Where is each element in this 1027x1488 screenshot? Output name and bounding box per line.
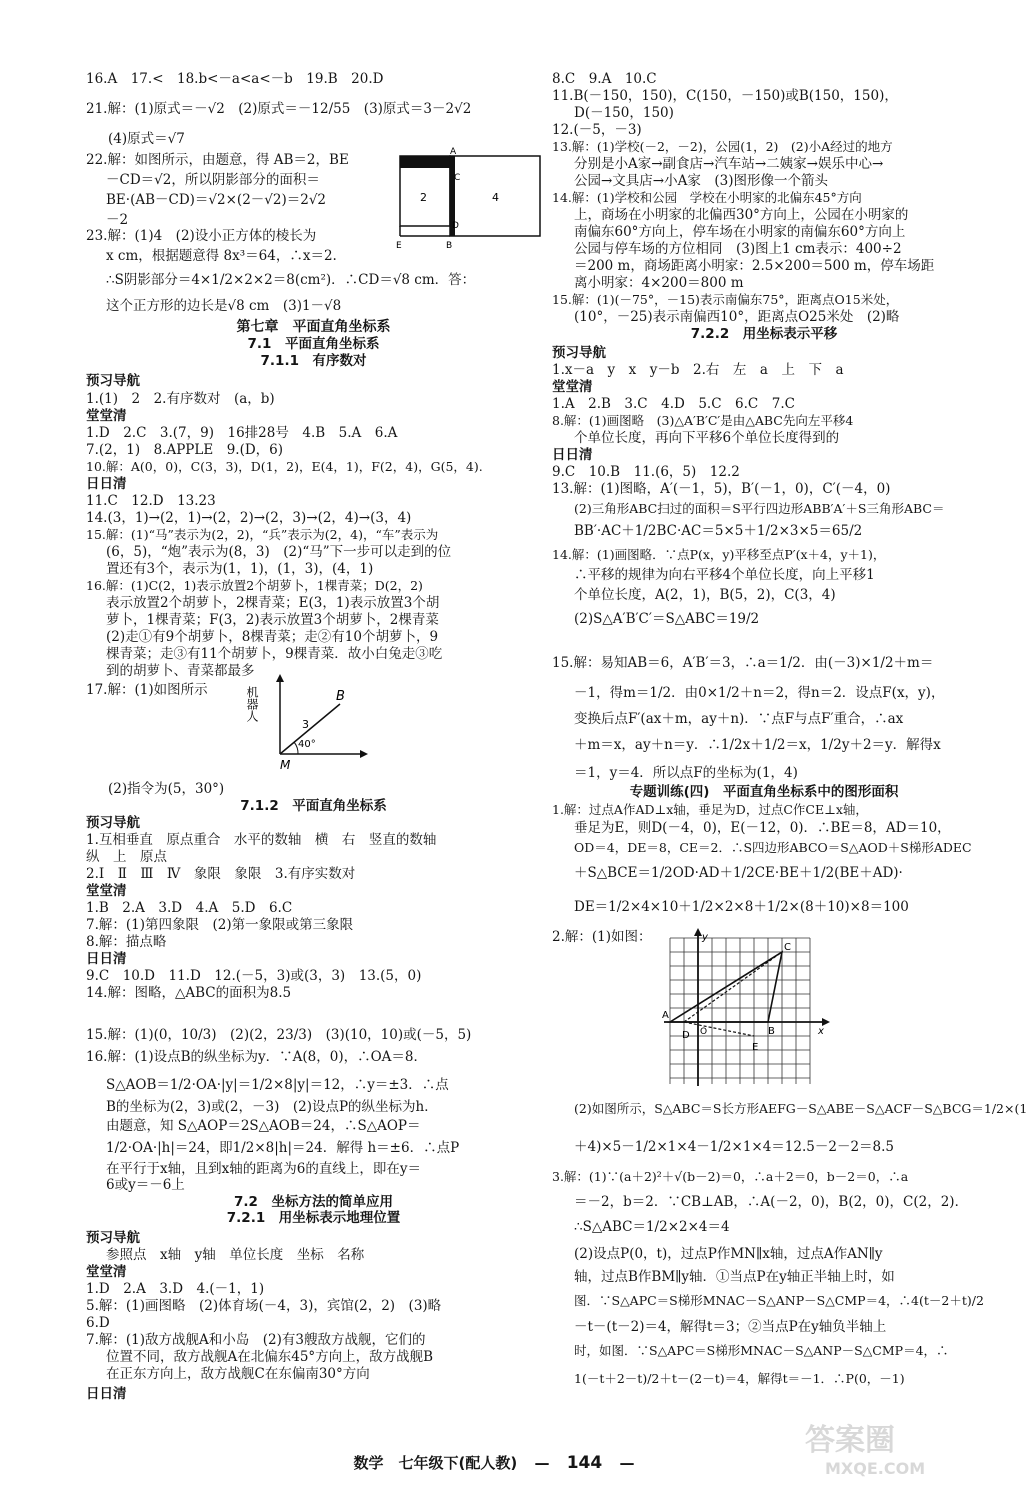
answer-line: ＝1，y＝4．所以点F的坐标为(1，4) [574, 765, 798, 781]
label-distance: 3 [302, 718, 309, 731]
answer-line: 3.解：(1)∵(a＋2)²＋√(b－2)＝0，∴a＋2＝0，b－2＝0，∴a [552, 1169, 909, 1184]
answer-line: B的坐标为(2，3)或(2，－3) (2)设点P的纵坐标为h． [106, 1099, 438, 1115]
answer-line: ＋m＝x，ay＋n＝y．∴1/2x＋1/2＝x，1/2y＋2＝y．解得x [574, 737, 941, 753]
section-title: 7.1 平面直角坐标系 [247, 336, 380, 352]
answer-line: 分别是小A家→副食店→汽车站→二姨家→娱乐中心→ [574, 156, 884, 172]
answer-line: BE·(AB－CD)＝√2×(2－√2)＝2√2 [106, 192, 327, 208]
label-side-2: 2 [420, 191, 427, 204]
subheading: 日日清 [86, 951, 127, 967]
label-side-4: 4 [492, 191, 499, 204]
footer-subject: 数学 七年级下(配人教) [353, 1454, 518, 1472]
answer-line: (2)S△A′B′C′＝S△ABC＝19/2 [574, 611, 760, 627]
answer-line: 参照点 x轴 y轴 单位长度 坐标 名称 [106, 1247, 365, 1263]
section-title: 7.1.2 平面直角坐标系 [240, 798, 387, 814]
answer-line: OD＝4，DE＝8，CE＝2．∴S四边形ABCO＝S△AOD＋S梯形ADEC [574, 840, 972, 855]
answer-line: 2.解：(1)如图： [552, 929, 652, 945]
answer-line: －1，得m＝1/2．由0×1/2＋n＝2，得n＝2．设点F(x，y)， [574, 685, 945, 701]
label-e: E [396, 241, 402, 251]
answer-line: 图．∵S△APC＝S梯形MNAC－S△ANP－S△CMP＝4，∴4(t－2＋t)/2 [574, 1293, 984, 1308]
answer-line: 21.解：(1)原式＝－√2 (2)原式＝－12/55 (3)原式＝3－2√2 [86, 101, 472, 117]
shaded-region [400, 156, 450, 168]
label-robot: 机器人 [245, 686, 259, 722]
answer-line: 11.B(－150，150)，C(150，－150)或B(150，150)， [552, 88, 898, 104]
answer-line: ＝－2，b＝2．∵CB⊥AB，∴A(－2，0)，B(2，0)，C(2，2)． [574, 1194, 969, 1210]
subheading: 日日清 [552, 447, 593, 463]
figure-grid-triangle [660, 928, 834, 1090]
answer-line: 1.D 2.A 3.D 4.(－1，1) [86, 1281, 265, 1297]
answer-line: 8.C 9.A 10.C [552, 71, 657, 87]
answer-line: 1.A 2.B 3.C 4.D 5.C 6.C 7.C [552, 396, 795, 412]
answer-line: ＋4)×5－1/2×1×4－1/2×1×4＝12.5－2－2＝8.5 [574, 1139, 895, 1155]
label-b: B [446, 241, 453, 251]
subheading: 预习导航 [552, 345, 606, 361]
answer-line: 个单位长度，再向下平移6个单位长度得到的 [574, 430, 840, 446]
answer-line: (2)三角形ABC扫过的面积＝S平行四边形ABB′A′＋S三角形ABC＝ [574, 501, 945, 516]
answer-line: 1.B 2.A 3.D 4.A 5.D 6.C [86, 900, 293, 916]
label-d: D [682, 1030, 690, 1041]
answer-line: ＝200 m，商场距离小明家：2.5×200＝500 m，停车场距 [574, 258, 935, 274]
subheading: 预习导航 [86, 815, 140, 831]
answer-line: 在正东方向上，敌方战舰C在东偏南30°方向 [106, 1366, 370, 1382]
answer-line: 轴，过点B作BM∥y轴．①当点P在y轴正半轴上时，如 [574, 1269, 895, 1285]
answer-line: 5.解：(1)画图略 (2)体育场(－4，3)，宾馆(2，2) (3)略 [86, 1298, 442, 1314]
answer-line: 棵青菜；走③有11个胡萝卜，9棵青菜．故小白兔走③吃 [106, 646, 443, 662]
answer-line: －2 [106, 212, 129, 228]
answer-line: 垂足为E，则D(－4，0)，E(－12，0)．∴BE＝8，AD＝10， [574, 820, 951, 836]
section-title: 7.2.2 用坐标表示平移 [690, 326, 838, 342]
answer-line: 1.x－a y x y－b 2.右 左 a 上 下 a [552, 362, 844, 378]
answer-line: 17.解：(1)如图所示 [86, 682, 208, 698]
answer-line: 13.解：(1)图略，A′(－1，5)，B′(－1，0)，C′(－4，0) [552, 481, 891, 497]
answer-line: 这个正方形的边长是√8 cm (3)1－√8 [106, 298, 342, 314]
label-b: B [768, 1026, 775, 1037]
answer-line: 15.解：易知AB＝6，A′B′＝3，∴a＝1/2．由(－3)×1/2＋m＝ [552, 655, 934, 671]
answer-line: 时，如图．∵S△APC＝S梯形MNAC－S△ANP－S△CMP＝4，∴ [574, 1343, 949, 1358]
section-title: 7.2 坐标方法的简单应用 [234, 1194, 393, 1210]
answer-line: D(－150，150) [574, 105, 674, 121]
section-title: 专题训练(四) 平面直角坐标系中的图形面积 [629, 784, 899, 800]
answer-line: 13.解：(1)学校(－2，－2)，公园(1，2) (2)小A经过的地方 [552, 139, 893, 154]
answer-line: 变换后点F′(ax＋m，ay＋n)．∵点F与点F′重合，∴ax [574, 711, 904, 727]
page-number: 144 [566, 1453, 603, 1473]
answer-line: 8.解：描点略 [86, 934, 167, 950]
section-title: 7.2.1 用坐标表示地理位置 [226, 1210, 401, 1226]
answer-line: 个单位长度，A(2，1)，B(5，2)，C(3，4) [574, 587, 836, 603]
answer-line: 1.D 2.C 3.(7，9) 16排28号 4.B 5.A 6.A [86, 425, 398, 441]
subheading: 预习导航 [86, 1230, 140, 1246]
figure-22-squares [392, 146, 548, 252]
answer-line: BB′·AC＋1/2BC·AC＝5×5＋1/2×3×5＝65/2 [574, 523, 863, 539]
label-d: D [452, 221, 459, 231]
answer-line: 9.C 10.D 11.D 12.(－5，3)或(3，3) 13.(5，0) [86, 968, 422, 984]
answer-line: 12.(－5，－3) [552, 122, 642, 138]
answer-line: 9.C 10.B 11.(6，5) 12.2 [552, 464, 740, 480]
answer-line: 位置不同，敌方战舰A在北偏东45°方向上，敌方战舰B [106, 1349, 434, 1365]
label-e: E [752, 1042, 759, 1053]
label-a: A [450, 147, 457, 157]
answer-line: (6，5)，“炮”表示为(8，3) (2)“马”下一步可以走到的位 [106, 544, 452, 560]
answer-line: 南偏东60°方向上，停车场在小明家的南偏东60°方向上 [574, 224, 906, 240]
answer-line: (2)如图所示，S△ABC＝S长方形AEFG－S△ABE－S△ACF－S△BCG＝1/2×(1 [574, 1101, 1027, 1116]
answer-line: －t－(t－2)＝4，解得t＝3；②当点P在y轴负半轴上 [574, 1319, 887, 1335]
answer-line: (10°，－25)表示南偏西10°，距离点O25米处 (2)略 [574, 309, 900, 325]
answer-line: 16.A 17.< 18.b<－a<a<－b 19.B 20.D [86, 71, 384, 87]
label-c: C [454, 173, 461, 183]
watermark [805, 1415, 975, 1478]
answer-line: 公园与停车场的方位相同 (3)图上1 cm表示：400÷2 [574, 241, 902, 257]
subheading: 堂堂清 [86, 408, 127, 424]
subheading: 堂堂清 [86, 1264, 127, 1280]
answer-line: 上，商场在小明家的北偏西30°方向上，公园在小明家的 [574, 207, 909, 223]
answer-line: 15.解：(1)“马”表示为(2，2)，“兵”表示为(2，4)，“车”表示为 [86, 527, 439, 542]
grid-lines [670, 938, 810, 1084]
label-b: B [336, 689, 345, 704]
subheading: 预习导航 [86, 373, 140, 389]
answer-line: 11.C 12.D 13.23 [86, 493, 216, 509]
answer-line: 14.(3，1)→(2，1)→(2，2)→(2，3)→(2，4)→(3，4) [86, 510, 412, 526]
subheading: 日日清 [86, 1386, 127, 1402]
answer-line: x cm，根据题意得 8x³＝64，∴x＝2. [106, 248, 337, 264]
answer-line: 纵 上 原点 [86, 849, 167, 865]
subheading: 日日清 [86, 476, 127, 492]
section-title: 7.1.1 有序数对 [260, 353, 367, 369]
answer-line: 1/2·OA·|h|＝24，即1/2×8|h|＝24．解得 h＝±6．∴点P [106, 1140, 460, 1156]
answer-line: 萝卜，1棵青菜；F(3，2)表示放置3个胡萝卜，2棵青菜 [106, 612, 439, 628]
label-c: C [784, 942, 791, 953]
answer-line: 14.解：图略，△ABC的面积为8.5 [86, 985, 292, 1001]
answer-line: 7.解：(1)敌方战舰A和小岛 (2)有3艘敌方战舰，它们的 [86, 1332, 426, 1348]
answer-line: ＋S△BCE＝1/2OD·AD＋1/2CE·BE＋1/2(BE＋AD)· [574, 865, 903, 881]
figure-17-robot [245, 672, 370, 774]
answer-line: 在平行于x轴，且到x轴的距离为6的直线上，即在y＝ [106, 1161, 421, 1177]
answer-line: 15.解：(1)(－75°，－15)表示南偏东75°，距离点O15米处， [552, 292, 899, 307]
answer-line: DE＝1/2×4×10＋1/2×2×8＋1/2×(8＋10)×8＝100 [574, 899, 909, 915]
answer-line: 1.互相垂直 原点重合 水平的数轴 横 右 竖直的数轴 [86, 832, 437, 848]
answer-line: 7.(2，1) 8.APPLE 9.(D，6) [86, 442, 284, 458]
answer-line: 1.解：过点A作AD⊥x轴，垂足为D，过点C作CE⊥x轴， [552, 802, 868, 817]
answer-line: 23.解：(1)4 (2)设小正方体的棱长为 [86, 228, 317, 244]
answer-line: ∴S△ABC＝1/2×2×4＝4 [574, 1219, 730, 1235]
subheading: 堂堂清 [552, 379, 593, 395]
answer-line: 6或y＝－6上 [106, 1177, 185, 1193]
answer-line: (2)走①有9个胡萝卜，8棵青菜；走②有10个胡萝卜，9 [106, 629, 439, 645]
answer-line: (4)原式＝√7 [108, 131, 185, 147]
label-x: x [818, 1026, 824, 1037]
chapter-title: 第七章 平面直角坐标系 [236, 319, 391, 335]
watermark-logo: 答案圈 [805, 1423, 895, 1458]
answer-line: 16.解：(1)C(2，1)表示放置2个胡萝卜，1棵青菜；D(2，2) [86, 578, 423, 593]
answer-line: 离小明家：4×200＝800 m [574, 275, 744, 291]
answer-line: －CD＝√2，所以阴影部分的面积＝ [106, 172, 320, 188]
answer-line: 8.解：(1)画图略 (3)△A′B′C′是由△ABC先向左平移4 [552, 413, 854, 428]
answer-line: 7.解：(1)第四象限 (2)第一象限或第三象限 [86, 917, 354, 933]
answer-line: 公园→文具店→小A家 (3)图形像一个箭头 [574, 173, 828, 189]
answer-line: 16.解：(1)设点B的纵坐标为y．∵A(8，0)，∴OA＝8． [86, 1049, 428, 1065]
label-y: y [702, 932, 708, 943]
answer-line: (2)设点P(0，t)，过点P作MN∥x轴，过点A作AN∥y [574, 1246, 883, 1262]
answer-line: 到的胡萝卜、青菜都最多 [106, 663, 255, 679]
answer-line: 22.解：如图所示，由题意，得 AB＝2，BE [86, 152, 349, 168]
answer-line: ∴S阴影部分＝4×1/2×2×2＝8(cm²)．∴CD＝√8 cm．答： [106, 272, 476, 288]
answer-line: 表示放置2个胡萝卜，2棵青菜；E(3，1)表示放置3个胡 [106, 595, 440, 611]
answer-line: 由题意，知 S△AOP＝2S△AOB＝24，∴S△AOP＝ [106, 1118, 421, 1134]
answer-line: 14.解：(1)画图略．∵点P(x，y)平移至点P′(x＋4，y＋1)， [552, 547, 886, 562]
answer-line: (2)指令为(5，30°) [108, 781, 225, 797]
answer-line: S△AOB＝1/2·OA·|y|＝1/2×8|y|＝12，∴y＝±3．∴点 [106, 1077, 449, 1093]
watermark-site: MXQE.COM [825, 1459, 926, 1478]
answer-line: 15.解：(1)(0，10/3) (2)(2，23/3) (3)(10，10)或(－5，5) [86, 1027, 472, 1043]
answer-line: 2.Ⅰ Ⅱ Ⅲ Ⅳ 象限 象限 3.有序实数对 [86, 866, 356, 882]
answer-line: 置还有3个，表示为(1，1)，(1，3)，(4，1) [106, 561, 374, 577]
label-a: A [662, 1010, 669, 1021]
label-origin: O [700, 1027, 708, 1037]
page-footer: 数学 七年级下(配人教) — 144 — [353, 1453, 635, 1473]
answer-line: 1(－t＋2－t)/2＋t－(2－t)＝4，解得t＝－1．∴P(0，－1) [574, 1371, 905, 1386]
label-m: M [280, 758, 291, 772]
label-angle: 40° [298, 739, 316, 750]
answer-line: 1.(1) 2 2.有序数对 (a，b) [86, 391, 275, 407]
answer-line: ∴平移的规律为向右平移4个单位长度，向上平移1 [574, 567, 875, 583]
answer-line: 10.解：A(0，0)，C(3，3)，D(1，2)，E(4，1)，F(2，4)，G(5，4). [86, 459, 483, 474]
answer-line: 14.解：(1)学校和公园 学校在小明家的北偏东45°方向 [552, 190, 862, 205]
subheading: 堂堂清 [86, 883, 127, 899]
answer-line: 6.D [86, 1315, 110, 1331]
